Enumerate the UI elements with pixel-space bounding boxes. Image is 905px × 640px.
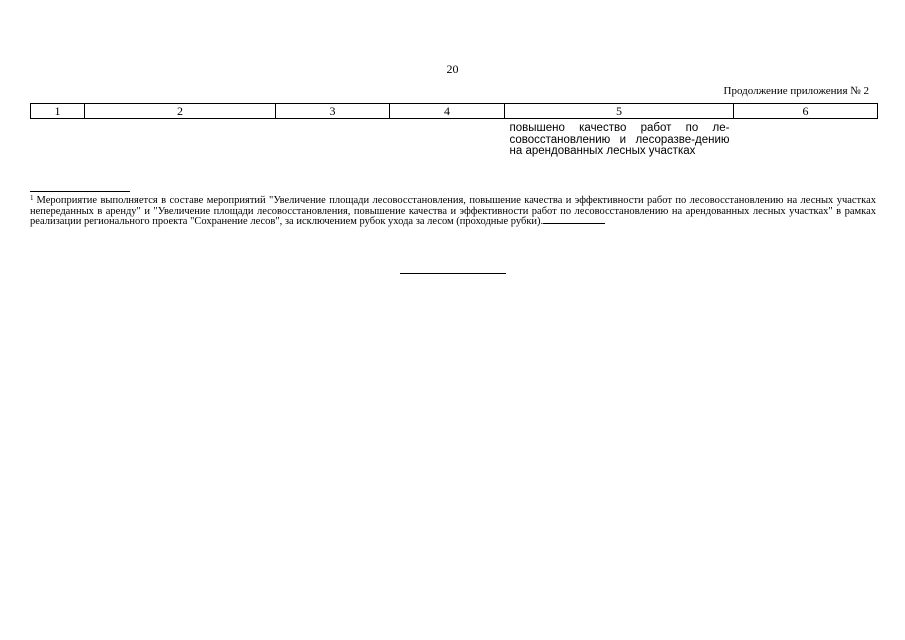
- continuation-label: Продолжение приложения № 2: [723, 85, 869, 97]
- table-cell: [390, 119, 505, 158]
- table-header-row: [31, 104, 878, 119]
- table-cell: [276, 119, 390, 158]
- column-number-3: 3: [276, 104, 390, 119]
- page-number: 20: [446, 62, 459, 76]
- footnote-end-line: [543, 222, 605, 224]
- footnote-marker: 1: [30, 194, 34, 202]
- column-number-1: 1: [31, 104, 85, 119]
- result-text: повышено качество работ по ле-совосстановлению и лесоразве-дению на арендованных лесных участках: [509, 122, 730, 157]
- table-cell: [734, 119, 878, 158]
- appendix-table: [30, 103, 878, 158]
- column-number-5: 5: [505, 104, 734, 119]
- column-number-2: 2: [85, 104, 276, 119]
- table-cell: [31, 119, 85, 158]
- footnote-separator: [30, 191, 130, 192]
- footnote: [30, 196, 876, 228]
- column-number-4: 4: [390, 104, 505, 119]
- table-cell: [85, 119, 276, 158]
- column-number-6: 6: [734, 104, 878, 119]
- document-end-rule: [400, 273, 506, 274]
- table-cell-result: [505, 119, 734, 158]
- footnote-text: Мероприятие выполняется в составе мероприятий "Увеличение площади лесовосстановления, повышение качества и эффективности работ по лесовосстановлению на лесных участках непереданных в аренду" и "Увеличение площади лесовосстановления, повышение качества и эффективности работ по лесовосстановлению на арендованных лесных участках" в рамках реализации регионального проекта "Сохранение лесов", за исключением рубок ухода за лесом (проходные рубки).: [30, 195, 876, 227]
- table-row: [31, 119, 878, 158]
